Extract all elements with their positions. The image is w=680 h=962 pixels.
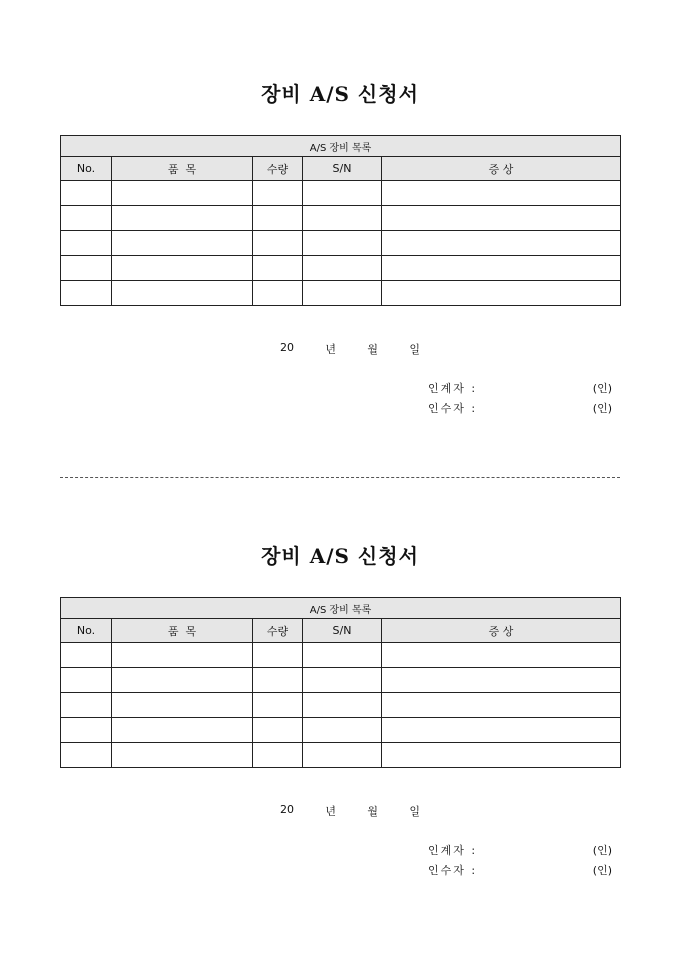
- table-row: [61, 231, 621, 256]
- signature-label: 인계자 :: [428, 382, 478, 395]
- header-no: No.: [61, 619, 112, 643]
- cell-quantity[interactable]: [253, 231, 303, 256]
- cell-serial[interactable]: [303, 256, 382, 281]
- as-request-form-bottom: [0, 462, 680, 902]
- signature-handover: [428, 842, 612, 858]
- cell-symptom[interactable]: [382, 256, 621, 281]
- table-row: [61, 718, 621, 743]
- cell-serial[interactable]: [303, 743, 382, 768]
- cell-quantity[interactable]: [253, 693, 303, 718]
- cell-serial[interactable]: [303, 281, 382, 306]
- table-row: [61, 181, 621, 206]
- cell-no[interactable]: [61, 281, 112, 306]
- date-line: [280, 803, 420, 819]
- date-day: 일: [409, 805, 420, 818]
- cell-symptom[interactable]: [382, 718, 621, 743]
- table-row: [61, 643, 621, 668]
- cell-no[interactable]: [61, 231, 112, 256]
- cell-quantity[interactable]: [253, 743, 303, 768]
- table-row: [61, 256, 621, 281]
- cell-no[interactable]: [61, 693, 112, 718]
- cell-serial[interactable]: [303, 643, 382, 668]
- cell-quantity[interactable]: [253, 643, 303, 668]
- table-row: [61, 693, 621, 718]
- cell-item[interactable]: [112, 281, 253, 306]
- cell-quantity[interactable]: [253, 181, 303, 206]
- date-line: [280, 341, 420, 357]
- table-row: [61, 206, 621, 231]
- table-row: [61, 743, 621, 768]
- equipment-table: [60, 597, 621, 768]
- signature-label: 인수자 :: [428, 402, 478, 415]
- cell-symptom[interactable]: [382, 693, 621, 718]
- header-serial: S/N: [303, 619, 382, 643]
- cell-serial[interactable]: [303, 668, 382, 693]
- cell-quantity[interactable]: [253, 281, 303, 306]
- seal-mark: (인): [592, 402, 612, 415]
- seal-mark: (인): [592, 864, 612, 877]
- as-request-form-top: [0, 0, 680, 440]
- cell-item[interactable]: [112, 743, 253, 768]
- date-year: 년: [325, 343, 336, 356]
- cell-item[interactable]: [112, 231, 253, 256]
- signature-label: 인수자 :: [428, 864, 478, 877]
- table-caption: A/S 장비 목록: [61, 598, 621, 619]
- form-title: 장비 A/S 신청서: [261, 82, 419, 106]
- signature-handover: [428, 380, 612, 396]
- cell-serial[interactable]: [303, 718, 382, 743]
- cell-serial[interactable]: [303, 181, 382, 206]
- header-item: 품 목: [112, 157, 253, 181]
- cell-item[interactable]: [112, 718, 253, 743]
- cell-symptom[interactable]: [382, 231, 621, 256]
- form-title: 장비 A/S 신청서: [261, 544, 419, 568]
- cell-serial[interactable]: [303, 206, 382, 231]
- cell-no[interactable]: [61, 206, 112, 231]
- cell-symptom[interactable]: [382, 668, 621, 693]
- cell-symptom[interactable]: [382, 206, 621, 231]
- cell-symptom[interactable]: [382, 281, 621, 306]
- cell-quantity[interactable]: [253, 256, 303, 281]
- date-year-prefix: 20: [280, 803, 294, 816]
- cell-no[interactable]: [61, 668, 112, 693]
- seal-mark: (인): [592, 844, 612, 857]
- header-no: No.: [61, 157, 112, 181]
- cell-quantity[interactable]: [253, 668, 303, 693]
- header-quantity: 수량: [253, 619, 303, 643]
- table-caption: A/S 장비 목록: [61, 136, 621, 157]
- signature-receiver: [428, 400, 612, 416]
- header-item: 품 목: [112, 619, 253, 643]
- header-serial: S/N: [303, 157, 382, 181]
- date-day: 일: [409, 343, 420, 356]
- cell-item[interactable]: [112, 181, 253, 206]
- cell-no[interactable]: [61, 256, 112, 281]
- cell-no[interactable]: [61, 181, 112, 206]
- header-symptom: 증 상: [382, 619, 621, 643]
- header-symptom: 증 상: [382, 157, 621, 181]
- cell-item[interactable]: [112, 693, 253, 718]
- cell-item[interactable]: [112, 206, 253, 231]
- cell-quantity[interactable]: [253, 718, 303, 743]
- date-month: 월: [367, 805, 378, 818]
- cell-quantity[interactable]: [253, 206, 303, 231]
- table-row: [61, 281, 621, 306]
- signature-label: 인계자 :: [428, 844, 478, 857]
- cell-no[interactable]: [61, 743, 112, 768]
- cell-no[interactable]: [61, 718, 112, 743]
- table-row: [61, 668, 621, 693]
- cell-item[interactable]: [112, 256, 253, 281]
- cell-serial[interactable]: [303, 693, 382, 718]
- signature-receiver: [428, 862, 612, 878]
- cell-serial[interactable]: [303, 231, 382, 256]
- header-quantity: 수량: [253, 157, 303, 181]
- cell-item[interactable]: [112, 668, 253, 693]
- cell-symptom[interactable]: [382, 743, 621, 768]
- cell-no[interactable]: [61, 643, 112, 668]
- date-month: 월: [367, 343, 378, 356]
- seal-mark: (인): [592, 382, 612, 395]
- cell-symptom[interactable]: [382, 181, 621, 206]
- cell-item[interactable]: [112, 643, 253, 668]
- date-year-prefix: 20: [280, 341, 294, 354]
- cell-symptom[interactable]: [382, 643, 621, 668]
- equipment-table: [60, 135, 621, 306]
- date-year: 년: [325, 805, 336, 818]
